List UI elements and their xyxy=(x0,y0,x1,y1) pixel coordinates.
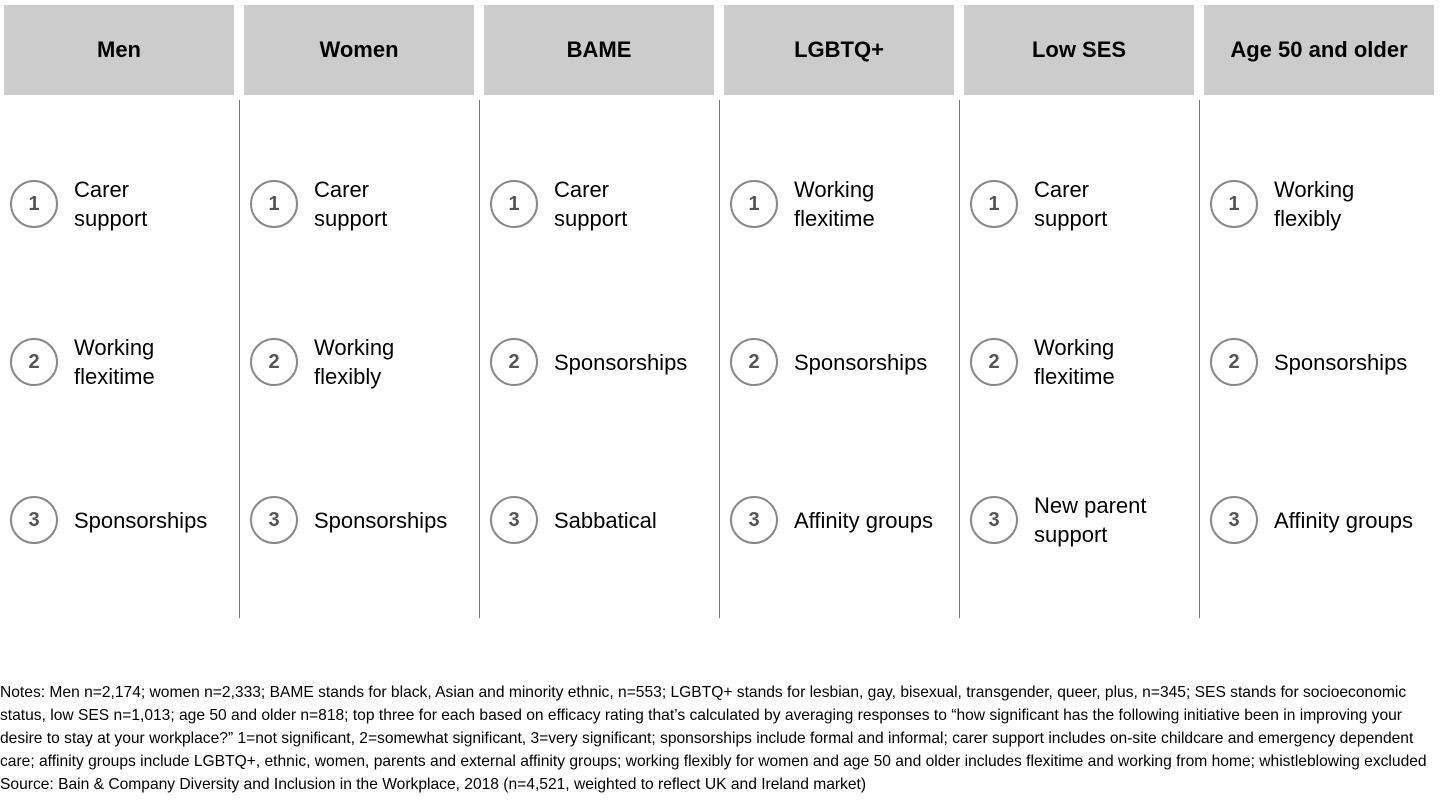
column-header: Women xyxy=(244,5,474,95)
rank-badge: 3 xyxy=(1210,496,1258,544)
rank-item xyxy=(250,332,480,392)
rank-item xyxy=(970,490,1200,550)
column-header: Men xyxy=(4,5,234,95)
rank-label: Carer support xyxy=(74,177,148,231)
column-men xyxy=(0,0,240,620)
rank-badge: 2 xyxy=(250,338,298,386)
rank-badge: 3 xyxy=(730,496,778,544)
rank-badge: 3 xyxy=(490,496,538,544)
column-bame xyxy=(480,0,720,620)
rank-item xyxy=(490,174,720,234)
rank-badge: 3 xyxy=(970,496,1018,544)
rank-item xyxy=(250,490,480,550)
column-low-ses xyxy=(960,0,1200,620)
rank-badge: 1 xyxy=(490,180,538,228)
rank-badge: 1 xyxy=(730,180,778,228)
rank-label: Working flexibly xyxy=(314,335,395,389)
rank-badge: 2 xyxy=(490,338,538,386)
rank-label: Carer support xyxy=(314,177,388,231)
rank-label: Affinity groups xyxy=(794,507,934,533)
rank-label: Working flexitime xyxy=(74,335,155,389)
column-header: BAME xyxy=(484,5,714,95)
rank-item xyxy=(1210,490,1440,550)
rank-label: Working flexitime xyxy=(1034,335,1115,389)
column-header: LGBTQ+ xyxy=(724,5,954,95)
rank-badge: 2 xyxy=(10,338,58,386)
rank-badge: 2 xyxy=(730,338,778,386)
rank-label: Sponsorships xyxy=(794,349,928,375)
rank-badge: 3 xyxy=(250,496,298,544)
rank-item xyxy=(10,490,240,550)
column-lgbtq xyxy=(720,0,960,620)
rank-label: Carer support xyxy=(1034,177,1108,231)
rank-badge: 3 xyxy=(10,496,58,544)
rank-label: Sponsorships xyxy=(1274,349,1408,375)
rank-label: Sponsorships xyxy=(314,507,448,533)
rank-badge: 2 xyxy=(1210,338,1258,386)
rank-label: Working flexibly xyxy=(1274,177,1355,231)
rank-badge: 2 xyxy=(970,338,1018,386)
rank-item xyxy=(10,332,240,392)
rank-item xyxy=(730,174,960,234)
rank-item xyxy=(730,490,960,550)
rank-item xyxy=(250,174,480,234)
source-text: Source: Bain & Company Diversity and Inclusion in the Workplace, 2018 (n=4,521, weighted to reflect UK and Ireland market) xyxy=(0,776,867,793)
footnotes xyxy=(0,681,1436,796)
rank-badge: 1 xyxy=(10,180,58,228)
rank-label: Sabbatical xyxy=(554,507,657,533)
column-women xyxy=(240,0,480,620)
rank-item xyxy=(10,174,240,234)
notes-text: Notes: Men n=2,174; women n=2,333; BAME stands for black, Asian and minority ethnic, n=553; LGBTQ+ stands for lesbian, gay, bisexual, transgender, queer, plus, n=345; SES stands for socioeconomic status, low SES n=1,013; age 50 and older n=818; top three for each based on efficacy rating that’s calculated by averaging responses to “how significant has the following initiative been in improving your desire to stay at your workplace?” 1=not significant, 2=somewhat significant, 3=very significant; sponsorships include formal and informal; carer support includes on-site childcare and emergency dependent care; affinity groups include LGBTQ+, ethnic, women, parents and external affinity groups; working flexibly for women and age 50 and older includes flexitime and working from home; whistleblowing excluded xyxy=(0,684,1427,770)
column-age-50-and-older xyxy=(1200,0,1440,620)
rank-label: Working flexitime xyxy=(794,177,875,231)
rank-label: Sponsorships xyxy=(74,507,208,533)
rank-label: New parent support xyxy=(1034,493,1147,547)
rank-item xyxy=(730,332,960,392)
rank-badge: 1 xyxy=(1210,180,1258,228)
rank-item xyxy=(490,490,720,550)
rank-label: Affinity groups xyxy=(1274,507,1414,533)
rank-badge: 1 xyxy=(250,180,298,228)
rank-label: Sponsorships xyxy=(554,349,688,375)
column-header: Age 50 and older xyxy=(1204,5,1434,95)
rank-item xyxy=(970,174,1200,234)
rank-item xyxy=(1210,332,1440,392)
rank-item xyxy=(970,332,1200,392)
rank-item xyxy=(490,332,720,392)
column-header: Low SES xyxy=(964,5,1194,95)
rank-label: Carer support xyxy=(554,177,628,231)
rank-badge: 1 xyxy=(970,180,1018,228)
rank-item xyxy=(1210,174,1440,234)
